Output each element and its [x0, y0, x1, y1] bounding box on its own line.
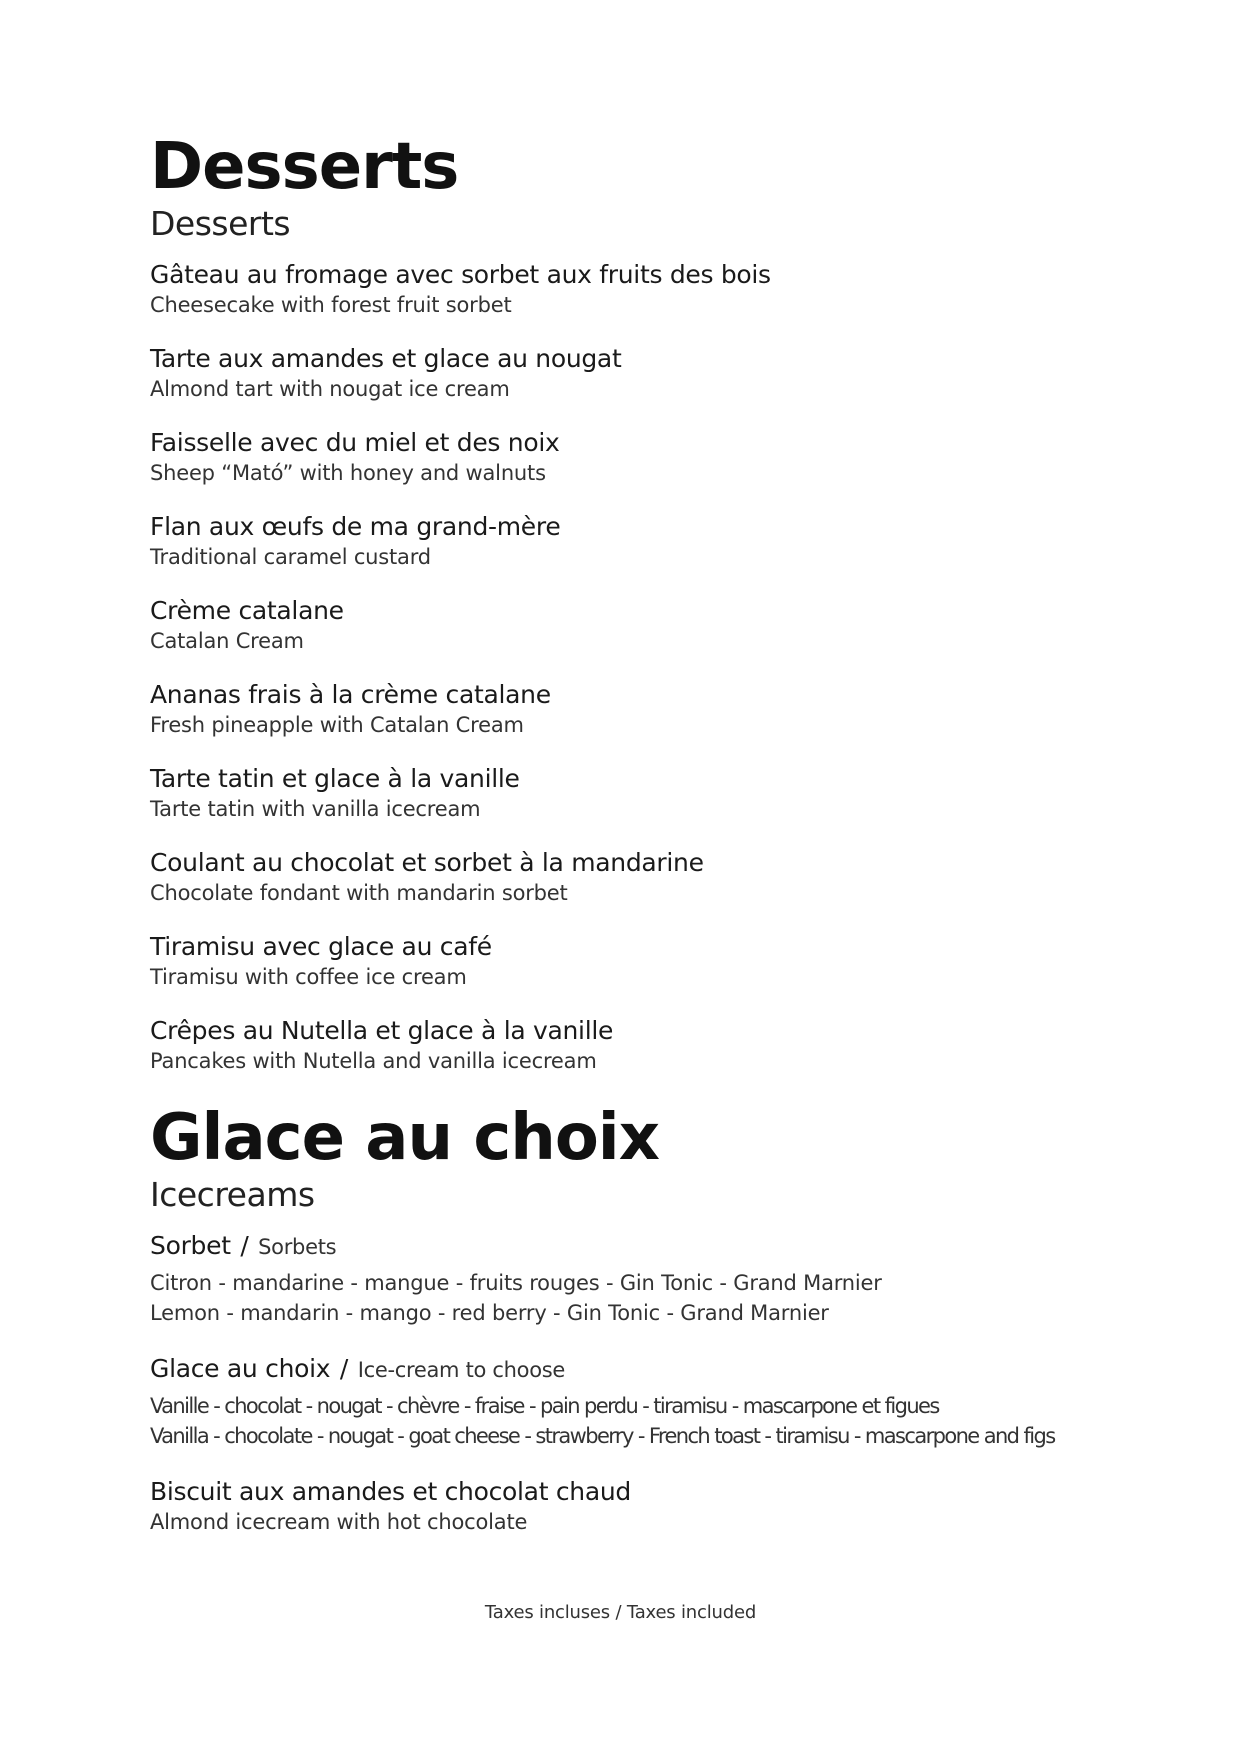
menu-item-name-fr: Crème catalane	[150, 596, 344, 625]
menu-item	[150, 678, 1150, 739]
icecream-choice-heading-en: Ice-cream to choose	[357, 1358, 566, 1382]
menu-item	[150, 258, 1150, 319]
menu-item-name-fr: Tiramisu avec glace au café	[150, 932, 492, 961]
menu-item-name-fr: Flan aux œufs de ma grand-mère	[150, 512, 561, 541]
menu-item	[150, 594, 1150, 655]
menu-item	[150, 510, 1150, 571]
menu-item-name-en: Traditional caramel custard	[150, 545, 431, 569]
menu-item-name-fr: Coulant au chocolat et sorbet à la mandarine	[150, 848, 704, 877]
heading-separator: /	[339, 1354, 349, 1383]
menu-item-name-en: Pancakes with Nutella and vanilla icecream	[150, 1049, 597, 1073]
menu-item-name-fr: Biscuit aux amandes et chocolat chaud	[150, 1477, 631, 1506]
menu-item-name-fr: Tarte tatin et glace à la vanille	[150, 764, 520, 793]
sorbet-heading-fr: Sorbet	[150, 1231, 231, 1260]
menu-item-name-fr: Crêpes au Nutella et glace à la vanille	[150, 1016, 614, 1045]
icecream-choice-heading	[150, 1352, 1150, 1387]
menu-item	[150, 846, 1150, 907]
menu-item	[150, 762, 1150, 823]
icecream-flavours-en: Vanilla - chocolate - nougat - goat cheese - strawberry - French toast - tiramisu - mascarpone and figs	[150, 1424, 1055, 1448]
menu-item-name-fr: Tarte aux amandes et glace au nougat	[150, 344, 622, 373]
icecream-title: Glace au choix	[150, 1101, 659, 1175]
sorbet-flavours-en: Lemon - mandarin - mango - red berry - Gin Tonic - Grand Marnier	[150, 1301, 829, 1325]
menu-item-name-en: Tarte tatin with vanilla icecream	[150, 797, 481, 821]
menu-item-name-fr: Ananas frais à la crème catalane	[150, 680, 551, 709]
menu-item	[150, 426, 1150, 487]
desserts-section	[150, 130, 1150, 1075]
menu-item-name-en: Tiramisu with coffee ice cream	[150, 965, 467, 989]
desserts-list	[150, 258, 1150, 1075]
menu-item	[150, 342, 1150, 403]
menu-item	[150, 930, 1150, 991]
menu-item-name-en: Chocolate fondant with mandarin sorbet	[150, 881, 568, 905]
icecream-subtitle: Icecreams	[150, 1175, 315, 1214]
menu-item-name-en: Sheep “Mató” with honey and walnuts	[150, 461, 546, 485]
desserts-subtitle: Desserts	[150, 204, 291, 243]
menu-item	[150, 1014, 1150, 1075]
sorbet-flavours-fr: Citron - mandarine - mangue - fruits rouges - Gin Tonic - Grand Marnier	[150, 1271, 882, 1295]
desserts-title: Desserts	[150, 130, 459, 204]
heading-separator: /	[240, 1231, 249, 1260]
taxes-note: Taxes incluses / Taxes included	[484, 1602, 757, 1623]
menu-item-name-en: Fresh pineapple with Catalan Cream	[150, 713, 524, 737]
icecream-section	[150, 1101, 1150, 1536]
icecream-choice-heading-fr: Glace au choix	[150, 1354, 331, 1383]
menu-item-name-fr: Faisselle avec du miel et des noix	[150, 428, 560, 457]
sorbet-heading-en: Sorbets	[258, 1235, 337, 1259]
sorbet-flavours	[150, 1268, 1150, 1328]
menu-page	[150, 130, 1150, 1559]
menu-item-name-en: Catalan Cream	[150, 629, 304, 653]
menu-item-name-fr: Gâteau au fromage avec sorbet aux fruits des bois	[150, 260, 771, 289]
icecream-flavours-fr: Vanille - chocolat - nougat - chèvre - fraise - pain perdu - tiramisu - mascarpone et figues	[150, 1394, 939, 1418]
menu-item-name-en: Almond tart with nougat ice cream	[150, 377, 510, 401]
icecream-flavours	[150, 1391, 1150, 1451]
menu-item-name-en: Cheesecake with forest fruit sorbet	[150, 293, 512, 317]
sorbet-heading	[150, 1229, 1150, 1264]
menu-item	[150, 1475, 1150, 1536]
menu-item-name-en: Almond icecream with hot chocolate	[150, 1510, 528, 1534]
